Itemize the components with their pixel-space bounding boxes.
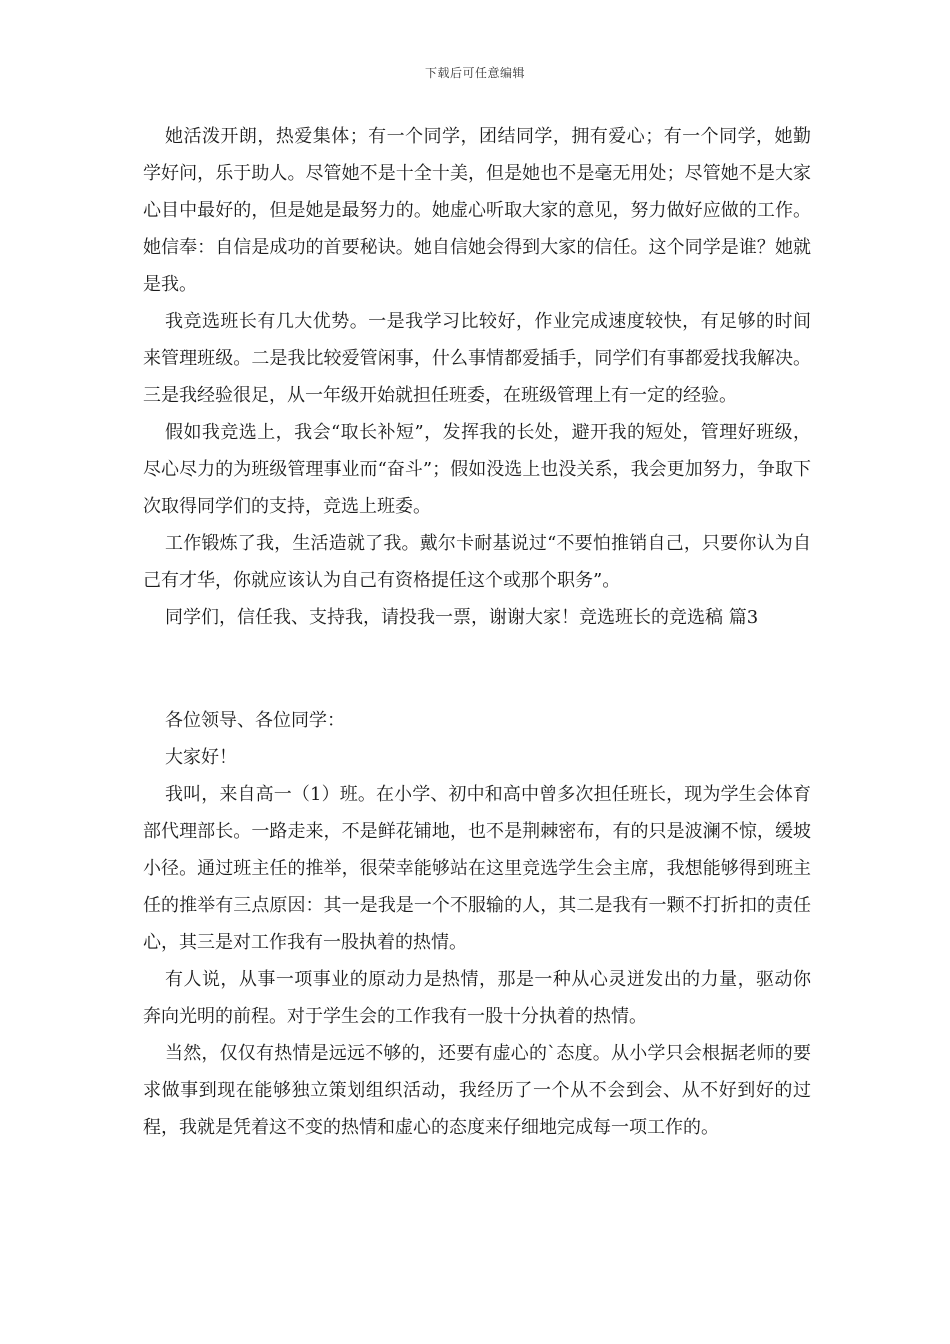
paragraph: 同学们，信任我、支持我，请投我一票，谢谢大家！竞选班长的竞选稿 篇3	[165, 607, 759, 628]
paragraph: 我竞选班长有几大优势。一是我学习比较好，作业完成速度较快，有足够的时间来管理班级。二是我比较爱管闲事，什么事情都爱插手，同学们有事都爱找我解决。三是我经验很足，从一年级开始就担任班委，在班级管理上有一定的经验。	[143, 311, 811, 406]
page-header: 下载后可任意编辑	[424, 66, 525, 80]
paragraph: 假如我竞选上，我会“取长补短”，发挥我的长处，避开我的短处，管理好班级，尽心尽力的为班级管理事业而“奋斗”；假如没选上也没关系，我会更加努力，争取下次取得同学们的支持，竞选上班委。	[143, 422, 811, 517]
document-body	[143, 118, 811, 1146]
paragraph: 她活泼开朗，热爱集体；有一个同学，团结同学，拥有爱心；有一个同学，她勤学好问，乐于助人。尽管她不是十全十美，但是她也不是毫无用处；尽管她不是大家心目中最好的，但是她是最努力的。她虚心听取大家的意见，努力做好应做的工作。她信奉：自信是成功的首要秘诀。她自信她会得到大家的信任。这个同学是谁？她就是我。	[143, 126, 811, 295]
greeting: 大家好！	[165, 747, 237, 768]
paragraph: 工作锻炼了我，生活造就了我。戴尔卡耐基说过“不要怕推销自己，只要你认为自己有才华，你就应该认为自己有资格提任这个或那个职务”。	[143, 533, 811, 591]
paragraph: 我叫，来自高一（1）班。在小学、初中和高中曾多次担任班长，现为学生会体育部代理部长。一路走来，不是鲜花铺地，也不是荆棘密布，有的只是波澜不惊，缓坡小径。通过班主任的推举，很荣幸能够站在这里竞选学生会主席，我想能够得到班主任的推举有三点原因：其一是我是一个不服输的人，其二是我有一颗不打折扣的责任心，其三是对工作我有一股执着的热情。	[143, 784, 811, 953]
paragraph: 有人说，从事一项事业的原动力是热情，那是一种从心灵迸发出的力量，驱动你奔向光明的前程。对于学生会的工作我有一股十分执着的热情。	[143, 969, 811, 1027]
section-gap	[143, 636, 811, 702]
paragraph: 当然，仅仅有热情是远远不够的，还要有虚心的`态度。从小学只会根据老师的要求做事到现在能够独立策划组织活动，我经历了一个从不会到会、从不好到好的过程，我就是凭着这不变的热情和虚心的态度来仔细地完成每一项工作的。	[143, 1043, 811, 1138]
salutation: 各位领导、各位同学：	[165, 710, 345, 731]
